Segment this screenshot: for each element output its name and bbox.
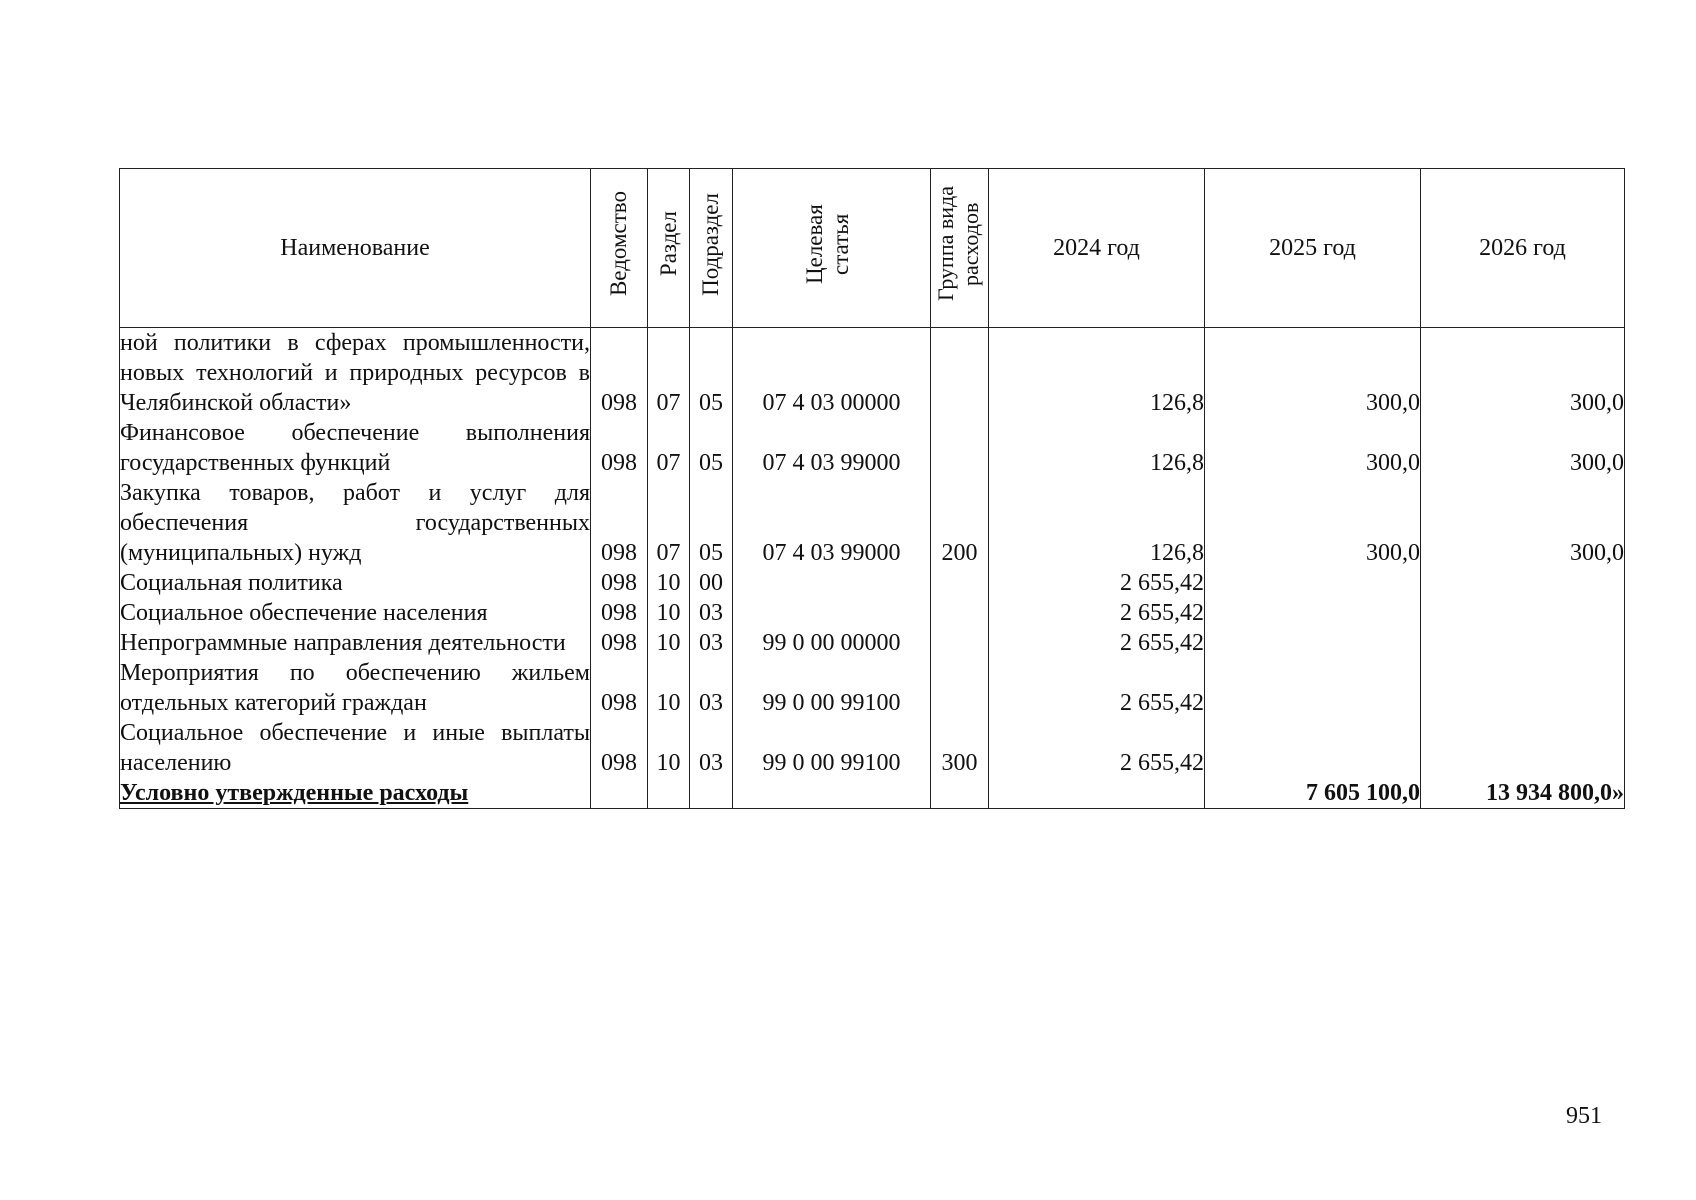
row-target-article: 07 4 03 00000: [733, 328, 931, 419]
header-year-2025: 2025 год: [1205, 169, 1421, 328]
table-row: [120, 598, 1625, 628]
row-amount-2026: [1421, 628, 1625, 658]
row-expense-group: [931, 778, 989, 809]
header-year-2026: 2026 год: [1421, 169, 1625, 328]
row-name: Финансовое обеспечение выполнения государственных функций: [120, 420, 590, 476]
row-amount-2024: 2 655,42: [989, 628, 1205, 658]
table-row: [120, 418, 1625, 478]
row-amount-2026: [1421, 568, 1625, 598]
row-amount-2025: 300,0: [1205, 478, 1421, 568]
row-subsection: 03: [690, 718, 733, 778]
header-row: [120, 169, 1625, 328]
row-amount-2025: [1205, 598, 1421, 628]
table-row: [120, 658, 1625, 718]
header-subsection: Подраздел: [690, 169, 733, 328]
row-expense-group: [931, 658, 989, 718]
row-expense-group: [931, 418, 989, 478]
row-amount-2024: 2 655,42: [989, 598, 1205, 628]
row-amount-2025: [1205, 568, 1421, 598]
table-row: [120, 568, 1625, 598]
header-target-article: Целевая статья: [733, 169, 931, 328]
row-subsection: 05: [690, 328, 733, 419]
row-section: 07: [648, 418, 690, 478]
row-name: Социальное обеспечение населения: [120, 598, 591, 628]
row-section: 10: [648, 568, 690, 598]
row-subsection: 05: [690, 418, 733, 478]
row-target-article: [733, 778, 931, 809]
row-name: Условно утвержденные расходы: [120, 778, 591, 809]
row-amount-2026: 300,0: [1421, 478, 1625, 568]
row-expense-group: [931, 598, 989, 628]
budget-table: [119, 168, 1625, 809]
row-section: 10: [648, 658, 690, 718]
row-amount-2024: 126,8: [989, 478, 1205, 568]
row-target-article: 99 0 00 00000: [733, 628, 931, 658]
row-department: 098: [591, 628, 648, 658]
row-subsection: 03: [690, 628, 733, 658]
row-target-article: [733, 568, 931, 598]
header-year-2024: 2024 год: [989, 169, 1205, 328]
row-subsection: 03: [690, 598, 733, 628]
row-section: 10: [648, 718, 690, 778]
row-target-article: 07 4 03 99000: [733, 418, 931, 478]
table-row: [120, 718, 1625, 778]
row-expense-group: 200: [931, 478, 989, 568]
table-row: [120, 778, 1625, 809]
row-department: 098: [591, 478, 648, 568]
row-name: Непрограммные направления деятельности: [120, 628, 591, 658]
row-amount-2024: 2 655,42: [989, 718, 1205, 778]
row-amount-2026: 300,0: [1421, 328, 1625, 419]
row-amount-2025: 300,0: [1205, 418, 1421, 478]
row-amount-2025: [1205, 718, 1421, 778]
row-name: Закупка товаров, работ и услуг для обеспечения государственных (муниципальных) нужд: [120, 480, 590, 566]
row-amount-2024: 126,8: [989, 328, 1205, 419]
row-amount-2026: 13 934 800,0»: [1421, 778, 1625, 809]
row-department: 098: [591, 598, 648, 628]
row-amount-2024: 126,8: [989, 418, 1205, 478]
row-department: 098: [591, 658, 648, 718]
row-section: [648, 778, 690, 809]
row-amount-2024: 2 655,42: [989, 658, 1205, 718]
row-expense-group: [931, 568, 989, 598]
row-amount-2024: 2 655,42: [989, 568, 1205, 598]
row-section: 07: [648, 328, 690, 419]
row-amount-2024: [989, 778, 1205, 809]
table-body: [120, 328, 1625, 809]
row-amount-2025: [1205, 628, 1421, 658]
row-section: 07: [648, 478, 690, 568]
row-amount-2026: [1421, 658, 1625, 718]
row-amount-2025: [1205, 658, 1421, 718]
table-row: [120, 328, 1625, 419]
row-name: Мероприятия по обеспечению жильем отдельных категорий граждан: [120, 660, 590, 716]
header-department: Ведомство: [591, 169, 648, 328]
row-target-article: 99 0 00 99100: [733, 718, 931, 778]
row-section: 10: [648, 628, 690, 658]
row-department: 098: [591, 568, 648, 598]
row-amount-2026: [1421, 718, 1625, 778]
row-department: 098: [591, 418, 648, 478]
row-subsection: [690, 778, 733, 809]
row-name: Социальная политика: [120, 568, 591, 598]
row-amount-2025: 300,0: [1205, 328, 1421, 419]
row-department: 098: [591, 718, 648, 778]
row-amount-2025: 7 605 100,0: [1205, 778, 1421, 809]
table-row: [120, 478, 1625, 568]
header-name: Наименование: [120, 169, 591, 328]
row-department: 098: [591, 328, 648, 419]
row-department: [591, 778, 648, 809]
row-subsection: 05: [690, 478, 733, 568]
row-target-article: 07 4 03 99000: [733, 478, 931, 568]
row-amount-2026: 300,0: [1421, 418, 1625, 478]
row-subsection: 03: [690, 658, 733, 718]
row-expense-group: [931, 328, 989, 419]
header-expense-group: Группа вида расходов: [931, 169, 989, 328]
table-row: [120, 628, 1625, 658]
row-target-article: [733, 598, 931, 628]
row-expense-group: 300: [931, 718, 989, 778]
header-section: Раздел: [648, 169, 690, 328]
row-expense-group: [931, 628, 989, 658]
row-name: ной политики в сферах промышленности, новых технологий и природных ресурсов в Челябинской области»: [120, 328, 591, 419]
row-amount-2026: [1421, 598, 1625, 628]
row-target-article: 99 0 00 99100: [733, 658, 931, 718]
row-name: Социальное обеспечение и иные выплаты населению: [120, 720, 590, 776]
row-subsection: 00: [690, 568, 733, 598]
page-number: 951: [1566, 1103, 1602, 1129]
row-section: 10: [648, 598, 690, 628]
